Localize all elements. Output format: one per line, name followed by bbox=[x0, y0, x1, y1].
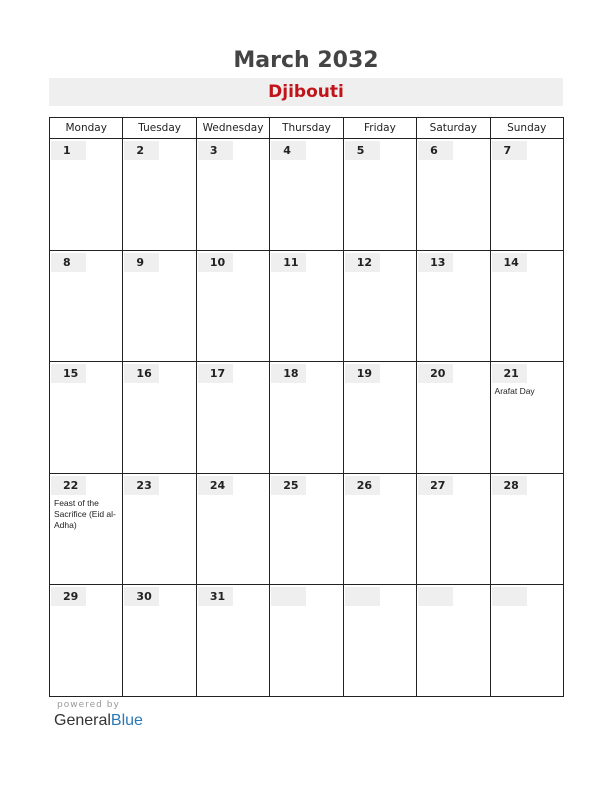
day-number: 10 bbox=[198, 253, 233, 272]
day-number: 24 bbox=[198, 476, 233, 495]
day-cell bbox=[270, 585, 343, 697]
generalblue-logo[interactable] bbox=[54, 712, 143, 730]
day-cell bbox=[270, 250, 343, 362]
day-number: 22 bbox=[51, 476, 86, 495]
day-cell bbox=[196, 250, 269, 362]
country-name: Djibouti bbox=[268, 82, 344, 102]
day-cell bbox=[343, 473, 416, 585]
day-number: 29 bbox=[51, 587, 86, 606]
weekday-thursday: Thursday bbox=[270, 118, 343, 139]
day-number: 1 bbox=[51, 141, 86, 160]
day-cell bbox=[343, 139, 416, 251]
day-cell bbox=[343, 250, 416, 362]
day-number: 13 bbox=[418, 253, 453, 272]
day-number: 27 bbox=[418, 476, 453, 495]
day-number: 5 bbox=[345, 141, 380, 160]
day-cell bbox=[196, 139, 269, 251]
day-number: 20 bbox=[418, 364, 453, 383]
brand-text-blue: Blue bbox=[110, 712, 143, 729]
week-row bbox=[50, 362, 564, 474]
day-number: 16 bbox=[124, 364, 159, 383]
brand-text-general: General bbox=[54, 712, 111, 729]
day-cell bbox=[123, 139, 196, 251]
day-number: 18 bbox=[271, 364, 306, 383]
day-cell bbox=[417, 250, 490, 362]
holiday-label: Feast of the Sacrifice (Eid al-Adha) bbox=[54, 497, 116, 530]
week-row bbox=[50, 585, 564, 697]
weekday-sunday: Sunday bbox=[490, 118, 563, 139]
weekday-tuesday: Tuesday bbox=[123, 118, 196, 139]
day-number: 30 bbox=[124, 587, 159, 606]
day-cell bbox=[50, 139, 123, 251]
day-cell bbox=[417, 139, 490, 251]
day-cell bbox=[417, 585, 490, 697]
day-cell bbox=[50, 250, 123, 362]
day-number bbox=[492, 587, 527, 606]
day-cell bbox=[50, 473, 123, 585]
day-number bbox=[418, 587, 453, 606]
powered-by-label: powered by bbox=[57, 700, 120, 710]
day-cell bbox=[490, 250, 563, 362]
day-number: 21 bbox=[492, 364, 527, 383]
day-cell bbox=[123, 250, 196, 362]
day-number: 6 bbox=[418, 141, 453, 160]
day-number: 31 bbox=[198, 587, 233, 606]
day-cell bbox=[196, 362, 269, 474]
day-cell bbox=[417, 473, 490, 585]
day-cell bbox=[123, 585, 196, 697]
day-number: 11 bbox=[271, 253, 306, 272]
weekday-friday: Friday bbox=[343, 118, 416, 139]
day-cell bbox=[490, 362, 563, 474]
day-number bbox=[271, 587, 306, 606]
weekday-saturday: Saturday bbox=[417, 118, 490, 139]
day-cell bbox=[270, 473, 343, 585]
weekday-monday: Monday bbox=[50, 118, 123, 139]
week-row bbox=[50, 473, 564, 585]
day-cell bbox=[196, 473, 269, 585]
day-number: 15 bbox=[51, 364, 86, 383]
day-number: 28 bbox=[492, 476, 527, 495]
day-number: 2 bbox=[124, 141, 159, 160]
day-cell bbox=[343, 585, 416, 697]
day-cell bbox=[490, 139, 563, 251]
day-number: 14 bbox=[492, 253, 527, 272]
day-number: 23 bbox=[124, 476, 159, 495]
week-row bbox=[50, 139, 564, 251]
day-number: 19 bbox=[345, 364, 380, 383]
day-cell bbox=[196, 585, 269, 697]
day-number: 3 bbox=[198, 141, 233, 160]
day-number: 12 bbox=[345, 253, 380, 272]
day-cell bbox=[123, 473, 196, 585]
calendar-grid bbox=[49, 117, 564, 697]
day-cell bbox=[270, 139, 343, 251]
weekday-header-row bbox=[50, 118, 564, 139]
day-cell bbox=[50, 585, 123, 697]
day-number: 4 bbox=[271, 141, 306, 160]
day-cell bbox=[343, 362, 416, 474]
day-cell bbox=[490, 473, 563, 585]
day-cell bbox=[270, 362, 343, 474]
day-number: 25 bbox=[271, 476, 306, 495]
week-row bbox=[50, 250, 564, 362]
page-title: March 2032 bbox=[233, 48, 379, 73]
day-cell bbox=[490, 585, 563, 697]
day-number bbox=[345, 587, 380, 606]
country-banner bbox=[49, 78, 563, 106]
weekday-wednesday: Wednesday bbox=[196, 118, 269, 139]
day-number: 7 bbox=[492, 141, 527, 160]
day-number: 17 bbox=[198, 364, 233, 383]
day-number: 9 bbox=[124, 253, 159, 272]
holiday-label: Arafat Day bbox=[494, 386, 535, 397]
day-number: 26 bbox=[345, 476, 380, 495]
day-cell bbox=[417, 362, 490, 474]
day-cell bbox=[123, 362, 196, 474]
day-number: 8 bbox=[51, 253, 86, 272]
day-cell bbox=[50, 362, 123, 474]
